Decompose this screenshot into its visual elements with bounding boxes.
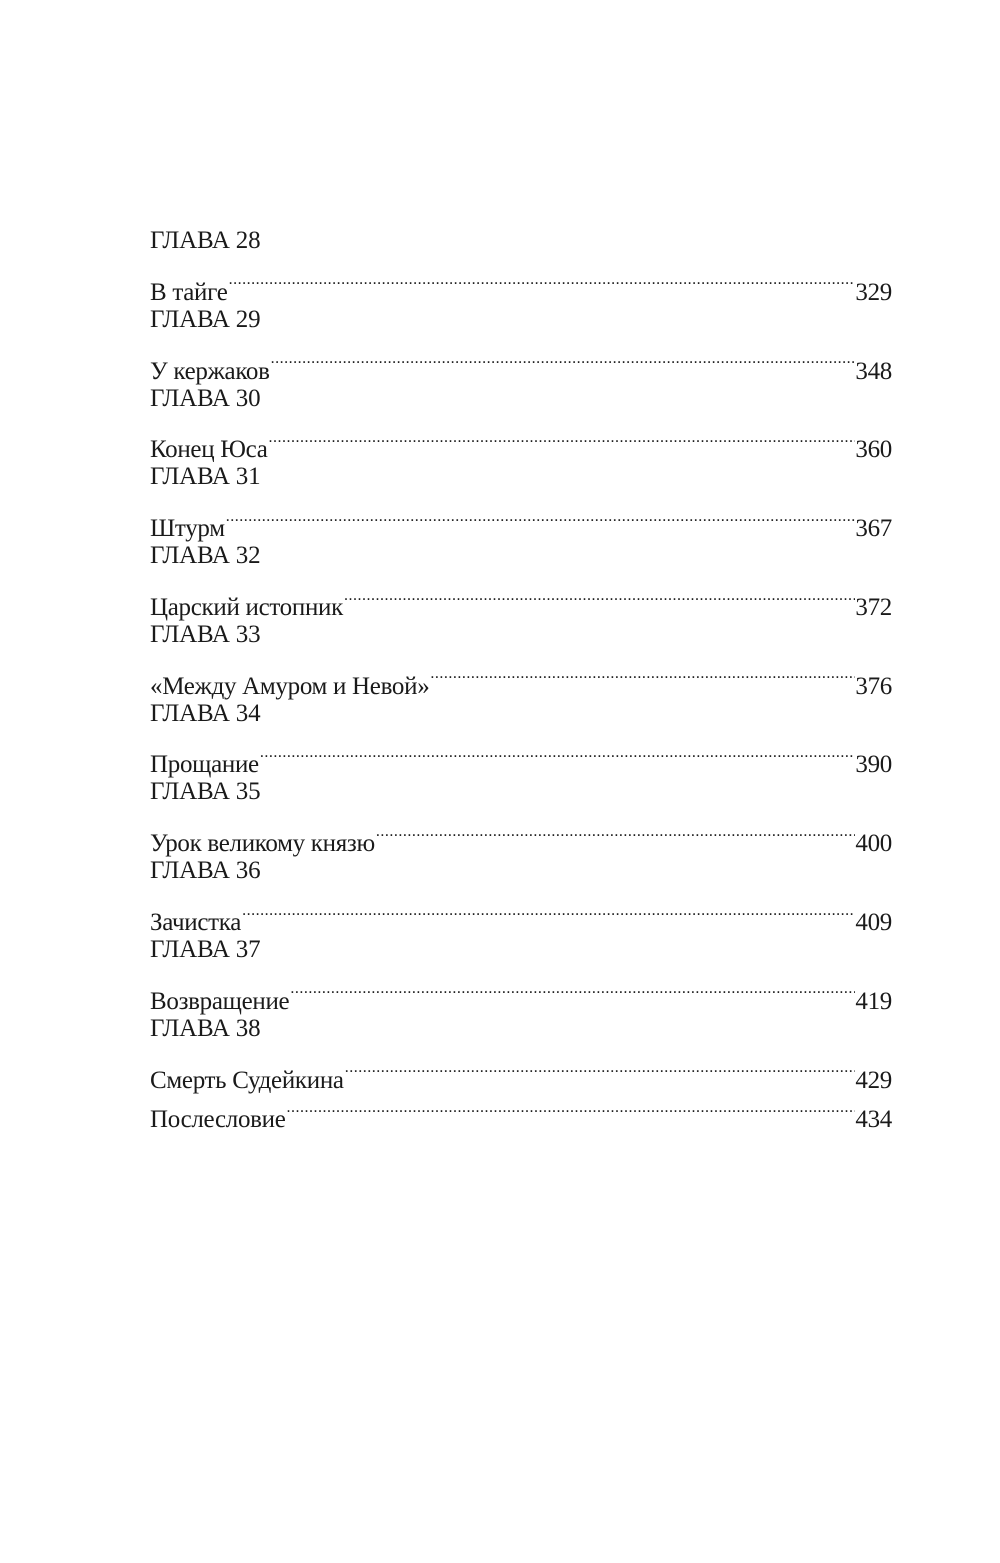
page-number: 376: [855, 672, 892, 700]
entry-title: Послесловие: [150, 1105, 286, 1133]
page-number: 329: [855, 278, 892, 306]
entry-title: Зачистка: [150, 909, 242, 937]
page-number: 419: [855, 987, 892, 1015]
chapter-label: ГЛАВА 36: [150, 857, 261, 885]
page-number: 372: [855, 593, 892, 621]
chapter-label: ГЛАВА 29: [150, 305, 261, 333]
toc-entry[interactable]: [150, 654, 892, 700]
dot-leader: [343, 576, 855, 615]
page-number: 434: [855, 1105, 892, 1133]
toc-entry[interactable]: [150, 576, 892, 621]
dot-leader: [268, 418, 856, 457]
entry-title: Смерть Судейкина: [150, 1066, 344, 1094]
entry-title: У кержаков: [150, 357, 270, 385]
toc-entry[interactable]: [150, 339, 892, 385]
toc-entry[interactable]: [150, 418, 892, 464]
entry-title: Прощание: [150, 751, 259, 779]
page-number: 429: [855, 1066, 892, 1094]
toc-entry[interactable]: [150, 260, 892, 306]
chapter-label: ГЛАВА 31: [150, 463, 261, 491]
entry-title: В тайге: [150, 278, 228, 306]
chapter-label: ГЛАВА 30: [150, 384, 261, 412]
chapter-label: ГЛАВА 38: [150, 1014, 261, 1042]
chapter-label: ГЛАВА 28: [150, 227, 261, 254]
entry-title: Конец Юса: [150, 436, 268, 464]
chapter-label: ГЛАВА 37: [150, 936, 261, 964]
page-number: 360: [855, 436, 892, 464]
toc-entry[interactable]: [150, 812, 892, 858]
entry-title: Возвращение: [150, 987, 290, 1015]
page-number: 400: [855, 830, 892, 858]
chapter-label: ГЛАВА 32: [150, 542, 261, 570]
page-number: 409: [855, 909, 892, 937]
dot-leader: [228, 260, 856, 299]
page-number: 390: [855, 751, 892, 779]
dot-leader: [270, 339, 856, 378]
page-number: 367: [855, 515, 892, 543]
table-of-contents: [150, 221, 892, 1133]
dot-leader: [259, 733, 856, 772]
toc-entry[interactable]: [150, 1048, 892, 1094]
entry-title: Урок великому князю: [150, 830, 375, 858]
chapter-label: ГЛАВА 33: [150, 620, 261, 648]
entry-title: Царский истопник: [150, 593, 343, 621]
page-number: 348: [855, 357, 892, 385]
toc-entry[interactable]: [150, 891, 892, 937]
toc-entry[interactable]: [150, 969, 892, 1015]
dot-leader: [289, 969, 855, 1008]
chapter-label: ГЛАВА 34: [150, 699, 261, 727]
dot-leader: [429, 654, 855, 693]
entry-title: Штурм: [150, 515, 225, 543]
toc-entry[interactable]: [150, 497, 892, 543]
dot-leader: [225, 497, 856, 536]
dot-leader: [375, 812, 856, 851]
entry-title: «Между Амуром и Невой»: [150, 672, 430, 700]
dot-leader: [241, 891, 855, 930]
toc-entry[interactable]: [150, 733, 892, 779]
chapter-label: ГЛАВА 35: [150, 778, 261, 806]
dot-leader: [344, 1048, 856, 1087]
dot-leader: [286, 1088, 856, 1127]
